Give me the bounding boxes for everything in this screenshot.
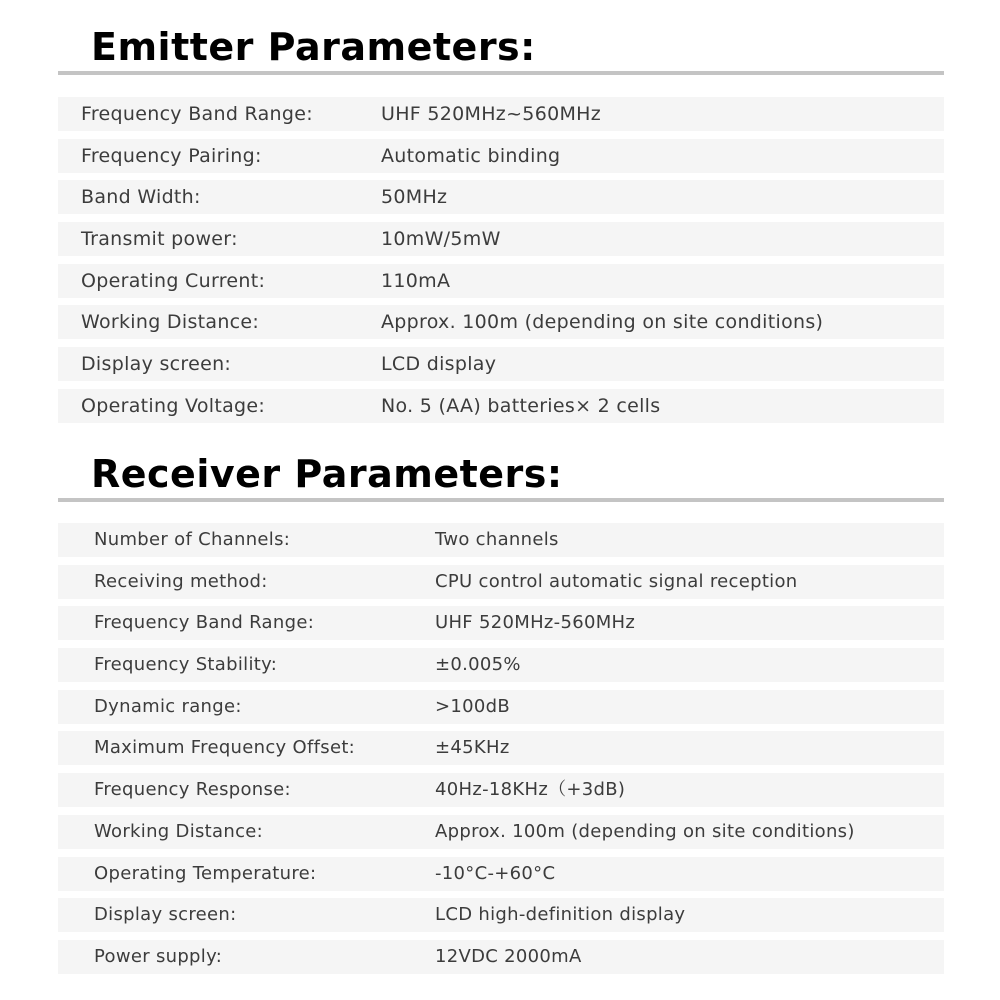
spec-value: Approx. 100m (depending on site conditions) — [435, 820, 855, 842]
spec-label: Operating Temperature: — [94, 862, 317, 884]
spec-row-operating-voltage — [58, 389, 944, 423]
emitter-title: Emitter Parameters: — [91, 25, 536, 69]
spec-row-maximum-frequency-offset — [58, 731, 944, 765]
spec-label: Maximum Frequency Offset: — [94, 737, 356, 759]
spec-label: Frequency Pairing: — [81, 144, 262, 167]
emitter-spec-table — [58, 97, 944, 431]
spec-label: Receiving method: — [94, 570, 268, 592]
receiver-spec-table — [58, 523, 944, 982]
receiver-title-divider — [58, 498, 944, 502]
spec-row-band-width — [58, 180, 944, 214]
spec-value: LCD high-definition display — [435, 904, 686, 926]
spec-value: Automatic binding — [381, 144, 561, 167]
spec-row-receiving-method — [58, 565, 944, 599]
spec-row-working-distance — [58, 815, 944, 849]
spec-label: Power supply: — [94, 945, 223, 967]
spec-value: No. 5 (AA) batteries× 2 cells — [381, 394, 661, 417]
spec-value: ±45KHz — [435, 737, 510, 759]
spec-value: 10mW/5mW — [381, 228, 501, 251]
spec-label: Transmit power: — [81, 228, 238, 251]
spec-label: Display screen: — [81, 353, 232, 376]
spec-value: 110mA — [381, 269, 451, 292]
spec-value: 50MHz — [381, 186, 448, 209]
spec-row-frequency-pairing — [58, 139, 944, 173]
spec-row-display-screen — [58, 347, 944, 381]
spec-value: 12VDC 2000mA — [435, 945, 582, 967]
spec-value: UHF 520MHz~560MHz — [381, 103, 602, 125]
spec-value: UHF 520MHz-560MHz — [435, 612, 636, 634]
spec-label: Operating Current: — [81, 269, 266, 292]
spec-row-operating-current — [58, 264, 944, 298]
spec-label: Frequency Band Range: — [81, 103, 313, 125]
spec-value: LCD display — [381, 353, 497, 376]
spec-value: >100dB — [435, 695, 511, 717]
spec-row-number-of-channels — [58, 523, 944, 557]
spec-row-frequency-stability — [58, 648, 944, 682]
spec-label: Working Distance: — [81, 311, 260, 334]
spec-row-transmit-power — [58, 222, 944, 256]
spec-label: Band Width: — [81, 186, 201, 209]
spec-label: Frequency Band Range: — [94, 612, 315, 634]
spec-label: Working Distance: — [94, 820, 264, 842]
spec-value: Two channels — [435, 529, 559, 550]
receiver-title: Receiver Parameters: — [91, 452, 563, 496]
spec-row-frequency-band-range — [58, 97, 944, 131]
spec-label: Dynamic range: — [94, 695, 242, 717]
spec-row-display-screen — [58, 898, 944, 932]
spec-row-power-supply — [58, 940, 944, 974]
emitter-title-divider — [58, 71, 944, 75]
spec-label: Number of Channels: — [94, 529, 291, 550]
spec-row-dynamic-range — [58, 690, 944, 724]
spec-row-frequency-band-range — [58, 606, 944, 640]
spec-value: CPU control automatic signal reception — [435, 570, 798, 592]
spec-label: Frequency Response: — [94, 779, 291, 801]
spec-value: -10°C-+60°C — [435, 862, 556, 884]
spec-row-operating-temperature — [58, 857, 944, 891]
spec-label: Operating Voltage: — [81, 394, 266, 417]
spec-value: 40Hz-18KHz（+3dB) — [435, 779, 626, 801]
spec-value: ±0.005% — [435, 654, 521, 676]
spec-label: Frequency Stability: — [94, 654, 278, 676]
spec-label: Display screen: — [94, 904, 237, 926]
spec-row-frequency-response — [58, 773, 944, 807]
spec-value: Approx. 100m (depending on site conditions) — [381, 311, 824, 334]
spec-row-working-distance — [58, 305, 944, 339]
